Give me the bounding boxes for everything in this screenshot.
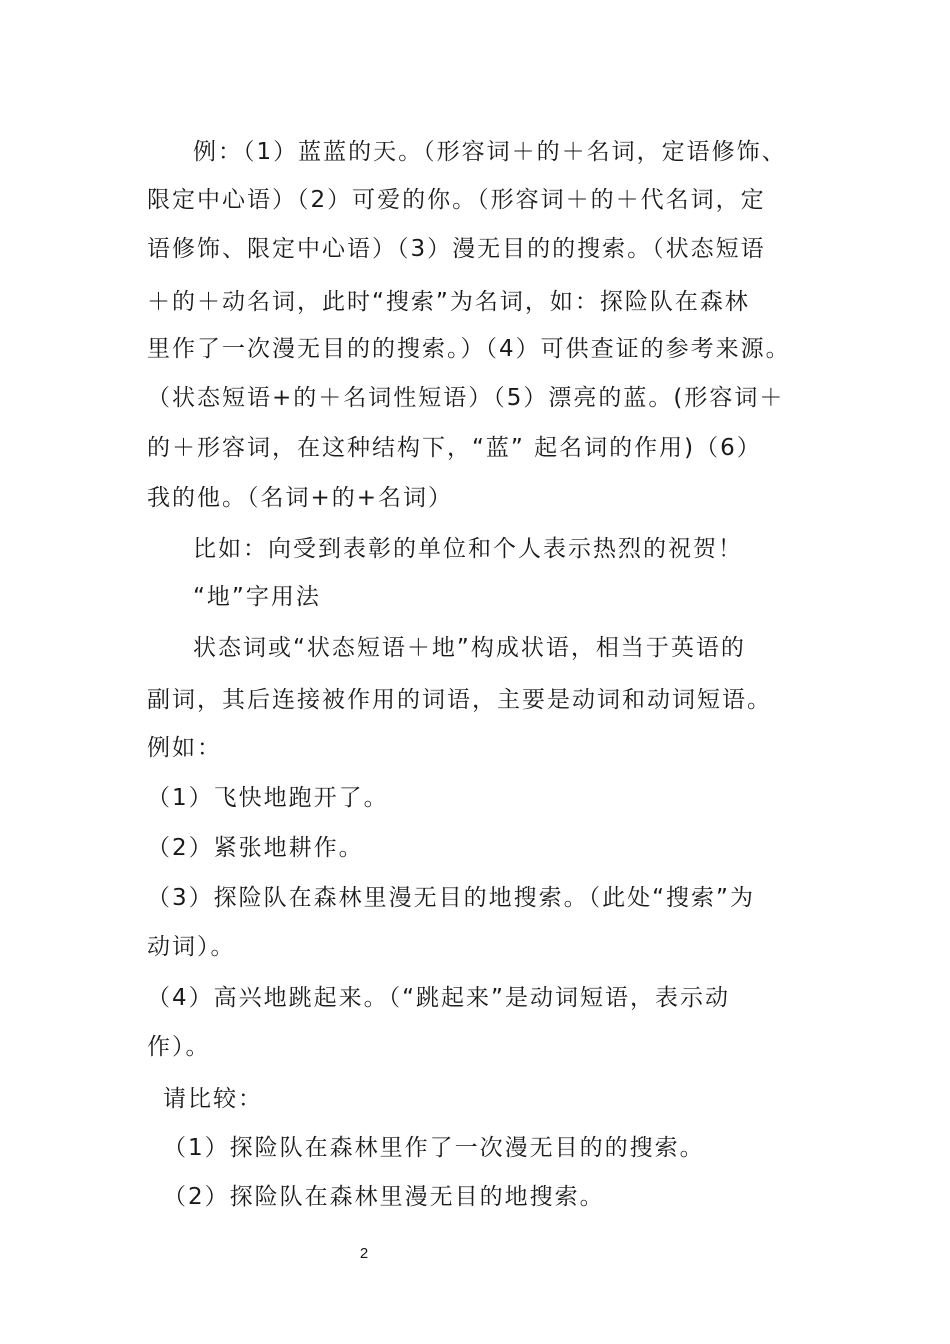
- text-line: 副词，其后连接被作用的词语，主要是动词和动词短语。: [147, 687, 772, 713]
- list-item: （2）探险队在森林里漫无目的地搜索。: [163, 1184, 605, 1210]
- text-line: 我的他。（名词+的+名词）: [147, 485, 454, 511]
- text-line: 请比较：: [163, 1086, 263, 1112]
- text-line: 作）。: [147, 1034, 211, 1060]
- list-item: （4）高兴地跳起来。（“跳起来”是动词短语，表示动: [147, 985, 730, 1011]
- text-line: 语修饰、限定中心语）（3）漫无目的的搜索。（状态短语: [147, 236, 766, 262]
- section-heading: “地”字用法: [193, 584, 321, 610]
- text-line: 状态词或“状态短语＋地”构成状语，相当于英语的: [193, 635, 746, 661]
- list-item: （2）紧张地耕作。: [147, 835, 364, 861]
- list-item: （1）探险队在森林里作了一次漫无目的的搜索。: [163, 1135, 705, 1161]
- list-item: （3）探险队在森林里漫无目的地搜索。（此处“搜索”为: [147, 885, 755, 911]
- text-line: 的＋形容词，在这种结构下，“蓝” 起名词的作用)（6）: [147, 435, 762, 461]
- text-line: 里作了一次漫无目的的搜索。）（4）可供查证的参考来源。: [147, 336, 791, 362]
- text-line: 比如：向受到表彰的单位和个人表示热烈的祝贺！: [193, 536, 743, 562]
- list-item: （1）飞快地跑开了。: [147, 785, 389, 811]
- text-line: ＋的＋动名词，此时“搜索”为名词，如：探险队在森林: [147, 289, 750, 315]
- page-number: 2: [359, 1245, 369, 1262]
- text-line: （状态短语+的＋名词性短语）（5）漂亮的蓝。(形容词＋: [147, 385, 785, 411]
- text-line: 例：（1）蓝蓝的天。（形容词＋的＋名词，定语修饰、: [193, 139, 787, 165]
- text-line: 动词）。: [147, 934, 236, 960]
- text-line: 限定中心语）（2）可爱的你。（形容词＋的＋代名词，定: [147, 187, 766, 213]
- text-line: 例如：: [147, 735, 222, 761]
